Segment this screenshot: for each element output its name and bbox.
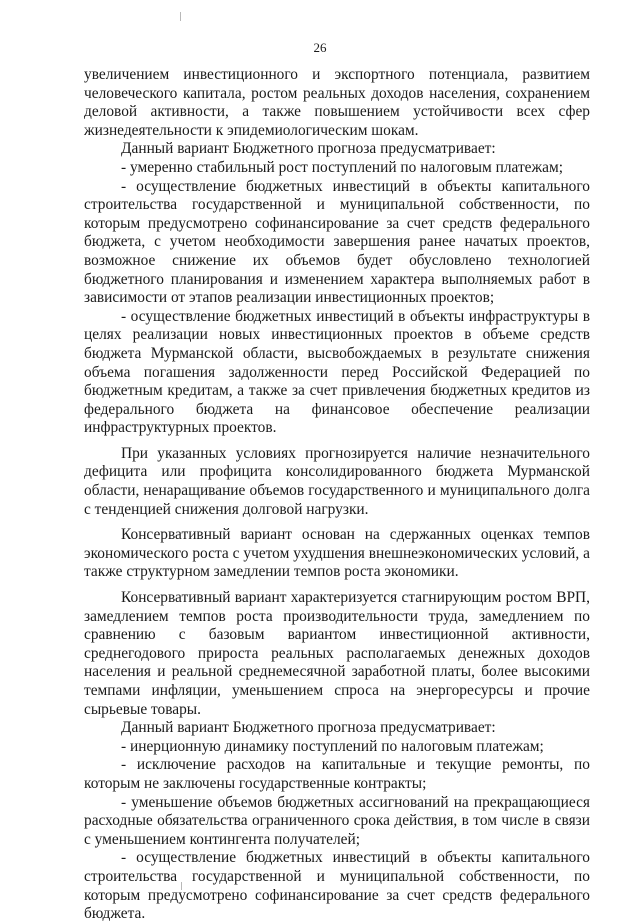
paragraph: При указанных условиях прогнозируется наличие незначительного дефицита или профицита консолидированного бюджета Мурманской области, ненаращивание объемов государственного и муниципального долга с тенденцией снижения долговой нагрузки. — [84, 444, 590, 518]
list-item: - уменьшение объемов бюджетных ассигнований на прекращающиеся расходные обязательства ограниченного срока действия, в том числе в связи с уменьшением контингента получателей; — [84, 793, 590, 848]
paragraph: увеличением инвестиционного и экспортного потенциала, развитием человеческого капитала, ростом реальных доходов населения, сохранением деловой активности, а также повышением устойчивости всех сфер жизнедеятельности к эпидемиологическим шокам. — [84, 66, 590, 139]
list-item: - умеренно стабильный рост поступлений по налоговым платежам; — [121, 158, 563, 176]
paragraph: Консервативный вариант характеризуется стагнирующим ростом ВРП, замедлением темпов роста производительности труда, замедлением по сравнению с базовым вариантом инвестиционной активности, среднегодового прироста реальных располагаемых денежных доходов населения и реальной среднемесячной заработной платы, более высокими темпами инфляции, уменьшением спроса на энергоресурсы и прочие сырьевые товары. — [84, 589, 590, 718]
list-item: - исключение расходов на капитальные и текущие ремонты, по которым не заключены государственные контракты; — [84, 756, 590, 792]
document-body — [84, 66, 590, 924]
paragraph: Данный вариант Бюджетного прогноза предусматривает: — [121, 140, 496, 158]
list-item: - осуществление бюджетных инвестиций в объекты капитального строительства государственной и муниципальной собственности, по которым предусмотрено софинансирование за счет средств федерального бюджета. — [84, 849, 590, 923]
list-item: - осуществление бюджетных инвестиций в объекты инфраструктуры в целях реализации новых инвестиционных проектов в объеме средств бюджета Мурманской области, высвобождаемых в результате снижения объема погашения задолженности перед Российской Федерацией по бюджетным кредитам, а также за счет привлечения бюджетных кредитов из федерального бюджета на финансовое обеспечение реализации инфраструктурных проектов. — [84, 307, 590, 437]
scan-artifact — [180, 12, 181, 21]
page-number: 26 — [313, 40, 327, 55]
paragraph: Данный вариант Бюджетного прогноза предусматривает: — [121, 719, 496, 737]
list-item: - осуществление бюджетных инвестиций в объекты капитального строительства государственной и муниципальной собственности, по которым предусмотрено софинансирование за счет средств федерального бюджета, с учетом необходимости завершения ранее начатых проектов, возможное снижение их объемов будет обусловлено технологией бюджетного планирования и изменением характера выполняемых работ в зависимости от этапов реализации инвестиционных проектов; — [84, 177, 590, 307]
list-item: - инерционную динамику поступлений по налоговым платежам; — [121, 737, 544, 755]
paragraph: Консервативный вариант основан на сдержанных оценках темпов экономического роста с учетом ухудшения внешнеэкономических условий, а также структурном замедлении темпов роста экономики. — [84, 526, 590, 581]
